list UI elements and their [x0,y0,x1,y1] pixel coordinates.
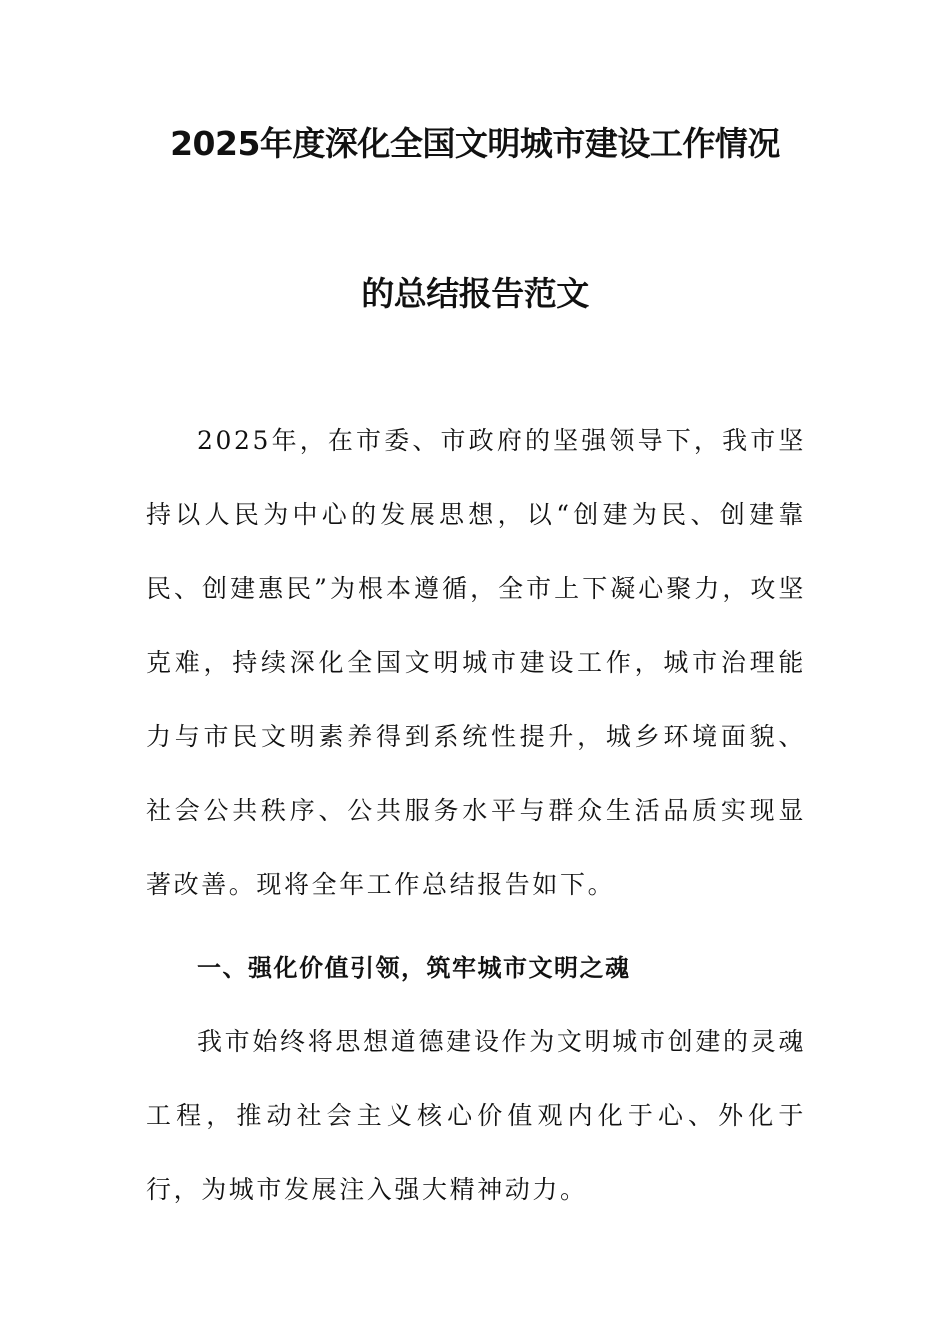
section-1-paragraph: 我市始终将思想道德建设作为文明城市创建的灵魂工程，推动社会主义核心价值观内化于心、外化于行，为城市发展注入强大精神动力。 [146,1027,806,1204]
document-title-line-2: 的总结报告范文 [361,274,589,313]
intro-paragraph: 2025年，在市委、市政府的坚强领导下，我市坚持以人民为中心的发展思想，以“创建为民、创建靠民、创建惠民”为根本遵循，全市上下凝心聚力，攻坚克难，持续深化全国文明城市建设工作，城市治理能力与市民文明素养得到系统性提升，城乡环境面貌、社会公共秩序、公共服务水平与群众生活品质实现显著改善。现将全年工作总结报告如下。 [146,426,806,899]
section-heading-1: 一、强化价值引领，筑牢城市文明之魂 [197,954,631,982]
document-title-line-1: 2025年度深化全国文明城市建设工作情况 [170,124,780,163]
